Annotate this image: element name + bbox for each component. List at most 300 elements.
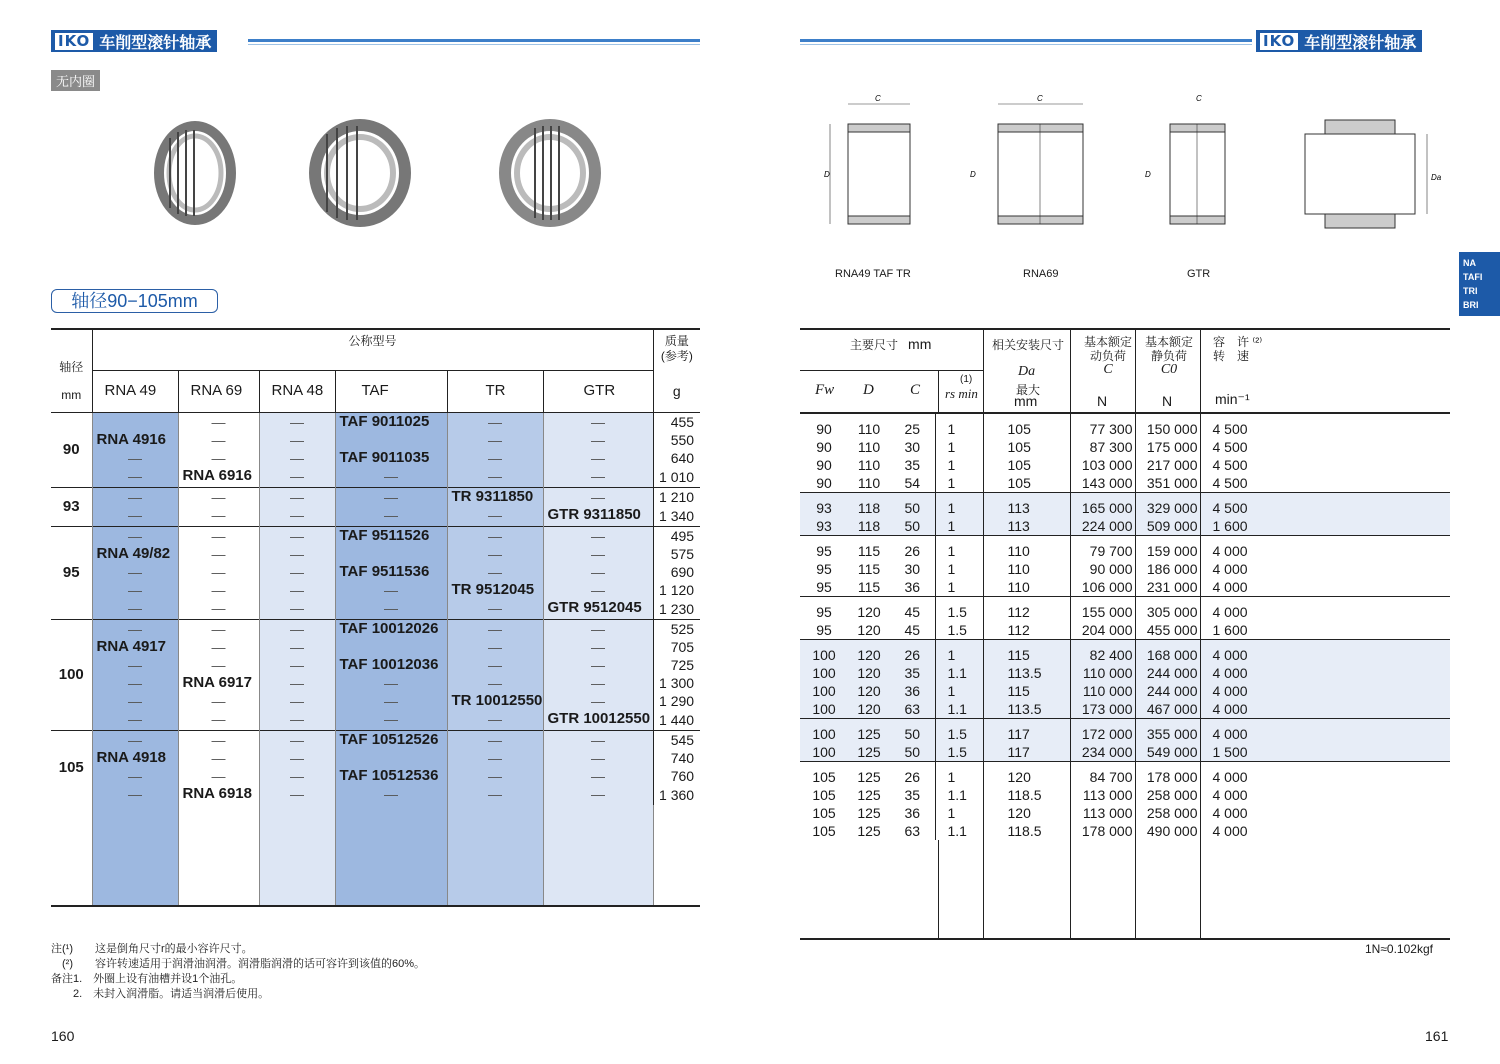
empty-cell: —	[447, 785, 543, 805]
spec-row	[800, 414, 1450, 438]
model-cell	[335, 431, 447, 449]
empty-cell: —	[259, 638, 335, 656]
empty-cell: —	[178, 412, 259, 431]
footnote: (²) 容许转速适用于润滑油润滑。润滑脂润滑的话可容许到该值的60%。	[51, 958, 426, 970]
spec-cell: 1	[935, 536, 983, 561]
table-row	[51, 785, 700, 805]
table-row	[51, 449, 700, 467]
empty-cell: —	[178, 599, 259, 620]
spec-cell: 1	[935, 804, 983, 822]
empty-cell: —	[543, 638, 653, 656]
spec-row	[800, 804, 1450, 822]
empty-cell: —	[259, 710, 335, 731]
mass-cell: 545	[653, 730, 700, 749]
model-cell: TAF 9511536	[335, 563, 447, 581]
spec-cell: 1	[935, 682, 983, 700]
table-row	[51, 487, 700, 506]
model-cell: TAF 9011025	[335, 412, 447, 431]
rpm-unit: min⁻¹	[1215, 391, 1250, 407]
table-row	[51, 581, 700, 599]
spec-cell: 186 000	[1135, 560, 1200, 578]
spec-cell: 1.5	[935, 597, 983, 622]
spec-cell: 105	[812, 787, 836, 803]
table-row	[51, 545, 700, 563]
empty-cell: —	[92, 730, 178, 749]
drawing-mounting	[1295, 100, 1445, 250]
empty-cell: —	[92, 467, 178, 488]
spec-cell: 105	[983, 414, 1070, 438]
spec-cell: 120	[857, 665, 881, 681]
fw-header: Fw	[815, 382, 835, 398]
model-cell	[92, 412, 178, 431]
mass-ref: (参考)	[660, 349, 693, 363]
spec-cell: 115	[983, 682, 1070, 700]
mass-header: 质量	[664, 334, 689, 348]
empty-cell: —	[543, 487, 653, 506]
empty-cell: —	[259, 506, 335, 527]
spec-cell: 30	[904, 561, 921, 577]
empty-cell: —	[178, 749, 259, 767]
model-cell: RNA 4917	[92, 638, 178, 656]
drawing-gtr	[1140, 92, 1260, 242]
empty-cell: —	[447, 506, 543, 527]
empty-cell: —	[92, 674, 178, 692]
mass-cell: 525	[653, 619, 700, 638]
spec-cell: 45	[904, 622, 921, 638]
empty-cell: —	[447, 749, 543, 767]
model-cell	[335, 638, 447, 656]
table-row	[51, 526, 700, 545]
rs-note: (1)	[960, 374, 973, 385]
model-cell: TR 9512045	[447, 581, 543, 599]
spec-cell: 87 300	[1070, 438, 1135, 456]
model-cell: RNA 4916	[92, 431, 178, 449]
spec-cell: 82 400	[1070, 640, 1135, 665]
spec-cell: 100	[800, 640, 848, 665]
spec-cell: 4 000	[1200, 786, 1450, 804]
empty-cell: —	[92, 656, 178, 674]
spec-cell: 93	[800, 493, 848, 518]
spec-cell: 54	[904, 475, 921, 491]
spec-cell: 224 000	[1070, 517, 1135, 536]
svg-text:D: D	[970, 170, 976, 179]
brand-header-left	[51, 30, 217, 52]
spec-cell: 1	[935, 517, 983, 536]
spec-cell: 1 600	[1200, 517, 1450, 536]
empty-cell: —	[543, 730, 653, 749]
spec-cell: 110	[983, 560, 1070, 578]
empty-cell: —	[259, 599, 335, 620]
spec-cell: 244 000	[1135, 682, 1200, 700]
empty-cell: —	[543, 767, 653, 785]
spec-cell: 4 500	[1200, 456, 1450, 474]
spec-cell: 4 000	[1200, 640, 1450, 665]
empty-cell: —	[543, 581, 653, 599]
mass-cell: 1 440	[653, 710, 700, 731]
model-cell: RNA 49/82	[92, 545, 178, 563]
spec-cell: 120	[857, 622, 881, 638]
spec-cell: 355 000	[1135, 719, 1200, 744]
empty-cell: —	[543, 449, 653, 467]
spec-cell: 112	[983, 597, 1070, 622]
spec-cell: 95	[816, 579, 832, 595]
spec-cell: 90	[816, 475, 832, 491]
spec-cell: 26	[890, 762, 935, 787]
shaft-header: 轴径	[59, 359, 84, 374]
empty-cell: —	[335, 599, 447, 620]
spec-cell: 231 000	[1135, 578, 1200, 597]
spec-cell: 113.5	[983, 664, 1070, 682]
model-cell: TAF 10512536	[335, 767, 447, 785]
spec-cell: 150 000	[1135, 414, 1200, 438]
empty-cell: —	[447, 730, 543, 749]
spec-cell: 110 000	[1070, 664, 1135, 682]
empty-cell: —	[178, 506, 259, 527]
spec-cell: 36	[904, 579, 921, 595]
spec-cell: 100	[812, 744, 836, 760]
mass-cell: 1 360	[653, 785, 700, 805]
spec-cell: 1	[935, 474, 983, 493]
side-tab-item: BRI	[1463, 300, 1479, 310]
spec-cell: 115	[857, 561, 881, 577]
empty-cell: —	[178, 730, 259, 749]
spec-cell: 258 000	[1135, 804, 1200, 822]
spec-cell: 50	[890, 719, 935, 744]
spec-cell: 110	[983, 578, 1070, 597]
empty-cell: —	[447, 656, 543, 674]
spec-row	[800, 682, 1450, 700]
empty-cell: —	[447, 563, 543, 581]
spec-row	[800, 536, 1450, 561]
mass-cell: 495	[653, 526, 700, 545]
spec-row	[800, 578, 1450, 597]
spec-cell: 84 700	[1070, 762, 1135, 787]
spec-row	[800, 493, 1450, 518]
empty-cell: —	[259, 674, 335, 692]
table-row	[51, 749, 700, 767]
brand-header-right	[1256, 30, 1422, 52]
empty-cell: —	[92, 506, 178, 527]
speed-header: 容 许 ⁽²⁾ 转 速	[1213, 335, 1263, 363]
header-rule-right-thin	[800, 44, 1252, 45]
empty-cell: —	[178, 487, 259, 506]
spec-cell: 4 000	[1200, 700, 1450, 719]
spec-cell: 120	[857, 701, 881, 717]
empty-cell: —	[447, 526, 543, 545]
empty-cell: —	[259, 431, 335, 449]
side-index-tab[interactable]	[1459, 252, 1500, 316]
spec-cell: 120	[848, 597, 890, 622]
spec-cell: 172 000	[1070, 719, 1135, 744]
empty-cell: —	[178, 563, 259, 581]
empty-cell: —	[92, 581, 178, 599]
spec-cell: 204 000	[1070, 621, 1135, 640]
static-load-header: 基本额定 静负荷 C0	[1144, 335, 1193, 377]
table-row	[51, 619, 700, 638]
svg-text:C: C	[1037, 94, 1043, 103]
table-header	[51, 330, 700, 412]
spec-cell: 120	[983, 762, 1070, 787]
spec-row	[800, 700, 1450, 719]
spec-cell: 45	[890, 597, 935, 622]
shaft-cell: 95	[51, 526, 92, 619]
mass-cell: 1 230	[653, 599, 700, 620]
empty-cell: —	[259, 749, 335, 767]
spec-cell: 106 000	[1070, 578, 1135, 597]
empty-cell: —	[259, 656, 335, 674]
page-number-left: 160	[51, 1028, 75, 1044]
da-max-header: 最大	[1016, 383, 1041, 397]
spec-table	[800, 414, 1450, 840]
drawing-label: GTR	[1187, 268, 1211, 280]
spec-cell: 4 000	[1200, 682, 1450, 700]
empty-cell: —	[92, 487, 178, 506]
spec-cell: 1.1	[935, 822, 983, 840]
empty-cell: —	[259, 619, 335, 638]
left-table-wrap	[51, 328, 700, 907]
d-header: D	[863, 382, 874, 398]
spec-row	[800, 560, 1450, 578]
series-header-5: GTR	[543, 370, 653, 412]
series-header-4: TR	[447, 370, 543, 412]
spec-cell: 143 000	[1070, 474, 1135, 493]
spec-cell: 105	[983, 456, 1070, 474]
model-cell: GTR 10012550	[543, 710, 653, 731]
empty-cell: —	[335, 487, 447, 506]
spec-cell: 105	[983, 474, 1070, 493]
spec-cell: 93	[816, 518, 832, 534]
da-header: Da	[1018, 364, 1036, 379]
iko-logo: IKO	[1260, 33, 1298, 50]
spec-cell: 1.5	[935, 621, 983, 640]
model-cell: TAF 9511526	[335, 526, 447, 545]
empty-cell: —	[259, 526, 335, 545]
empty-cell: —	[92, 785, 178, 805]
spec-cell: 4 500	[1200, 474, 1450, 493]
spec-cell: 100	[812, 683, 836, 699]
empty-cell: —	[543, 412, 653, 431]
table-row	[51, 692, 700, 710]
bearing-photo-2	[305, 118, 415, 228]
spec-cell: 125	[857, 823, 881, 839]
mass-cell: 1 210	[653, 487, 700, 506]
empty-cell: —	[259, 785, 335, 805]
spec-cell: 103 000	[1070, 456, 1135, 474]
svg-text:D: D	[824, 170, 830, 179]
dynamic-load-header: 基本额定 动负荷 C	[1083, 335, 1132, 377]
spec-cell: 509 000	[1135, 517, 1200, 536]
main-dims-header: 主要尺寸 mm	[850, 336, 932, 352]
spec-cell: 110 000	[1070, 682, 1135, 700]
spec-cell: 100	[812, 701, 836, 717]
spec-cell: 105	[812, 805, 836, 821]
spec-cell: 30	[904, 439, 921, 455]
empty-cell: —	[178, 619, 259, 638]
mass-cell: 760	[653, 767, 700, 785]
series-header-0: RNA 49	[92, 370, 178, 412]
spec-cell: 1.1	[935, 664, 983, 682]
spec-cell: 50	[890, 493, 935, 518]
spec-cell: 1.5	[935, 719, 983, 744]
table-row	[51, 656, 700, 674]
footnote: 备注1. 外圈上设有油槽并设1个油孔。	[51, 973, 243, 985]
model-cell: TR 10012550	[447, 692, 543, 710]
spec-cell: 90	[816, 421, 832, 437]
svg-text:C: C	[875, 94, 881, 103]
spec-cell: 351 000	[1135, 474, 1200, 493]
spec-cell: 110	[857, 457, 881, 473]
svg-text:D: D	[1145, 170, 1151, 179]
empty-cell: —	[543, 785, 653, 805]
empty-cell: —	[447, 449, 543, 467]
brand-title: 车削型滚针轴承	[1304, 34, 1417, 52]
model-cell: GTR 9311850	[543, 506, 653, 527]
empty-cell: —	[335, 581, 447, 599]
empty-cell: —	[259, 412, 335, 431]
spec-cell: 217 000	[1135, 456, 1200, 474]
empty-cell: —	[335, 785, 447, 805]
header-rule-left	[248, 39, 700, 42]
empty-cell: —	[447, 412, 543, 431]
header-rule-left-thin	[248, 44, 700, 45]
spec-cell: 173 000	[1070, 700, 1135, 719]
empty-cell: —	[447, 619, 543, 638]
empty-cell: —	[92, 619, 178, 638]
spec-cell: 110	[857, 421, 881, 437]
spec-cell: 178 000	[1070, 822, 1135, 840]
spec-cell: 4 000	[1200, 804, 1450, 822]
spec-cell: 113	[983, 493, 1070, 518]
model-cell: TAF 9011035	[335, 449, 447, 467]
empty-cell: —	[178, 767, 259, 785]
spec-cell: 4 000	[1200, 597, 1450, 622]
spec-cell: 4 000	[1200, 719, 1450, 744]
spec-cell: 113 000	[1070, 804, 1135, 822]
empty-cell: —	[447, 599, 543, 620]
empty-cell: —	[178, 581, 259, 599]
spec-cell: 178 000	[1135, 762, 1200, 787]
model-cell	[335, 545, 447, 563]
n-unit-1: N	[1097, 393, 1108, 409]
spec-row	[800, 438, 1450, 456]
spec-cell: 77 300	[1070, 414, 1135, 438]
empty-cell: —	[447, 638, 543, 656]
mass-cell: 1 120	[653, 581, 700, 599]
side-tab-item: TRI	[1463, 286, 1478, 296]
spec-cell: 4 000	[1200, 560, 1450, 578]
drawing-rna69	[965, 92, 1105, 242]
empty-cell: —	[92, 692, 178, 710]
mass-cell: 550	[653, 431, 700, 449]
spec-cell: 1	[935, 414, 983, 438]
spec-cell: 125	[848, 719, 890, 744]
model-cell	[335, 749, 447, 767]
model-cell: TR 9311850	[447, 487, 543, 506]
spec-cell: 1	[935, 640, 983, 665]
drawing-label: RNA69	[1023, 268, 1059, 280]
header-rule-right	[800, 39, 1252, 42]
spec-cell: 35	[904, 457, 921, 473]
empty-cell: —	[178, 431, 259, 449]
spec-row	[800, 743, 1450, 762]
mass-cell: 575	[653, 545, 700, 563]
series-header-1: RNA 69	[178, 370, 259, 412]
spec-cell: 329 000	[1135, 493, 1200, 518]
model-cell: TAF 10012026	[335, 619, 447, 638]
spec-cell: 4 500	[1200, 493, 1450, 518]
spec-cell: 1.5	[935, 743, 983, 762]
mass-cell: 705	[653, 638, 700, 656]
table-row	[51, 467, 700, 488]
mass-cell: 1 010	[653, 467, 700, 488]
footnotes	[51, 942, 425, 1002]
spec-cell: 549 000	[1135, 743, 1200, 762]
spec-cell: 90 000	[1070, 560, 1135, 578]
model-cell: RNA 4918	[92, 749, 178, 767]
shaft-cell: 93	[51, 487, 92, 526]
empty-cell: —	[259, 767, 335, 785]
footnote: 2. 未封入润滑脂。请适当润滑后使用。	[51, 988, 270, 1000]
empty-cell: —	[178, 638, 259, 656]
series-header-2: RNA 48	[259, 370, 335, 412]
empty-cell: —	[92, 599, 178, 620]
model-cell: RNA 6916	[178, 467, 259, 488]
spec-table-header	[800, 330, 1450, 412]
spec-cell: 118	[857, 518, 881, 534]
spec-cell: 90	[816, 439, 832, 455]
spec-cell: 25	[904, 421, 921, 437]
page-number-right: 161	[1425, 1028, 1449, 1044]
spec-cell: 1 600	[1200, 621, 1450, 640]
spec-cell: 90	[816, 457, 832, 473]
empty-cell: —	[178, 692, 259, 710]
mass-unit: g	[672, 383, 681, 399]
spec-cell: 110	[983, 536, 1070, 561]
empty-cell: —	[335, 710, 447, 731]
spec-cell: 305 000	[1135, 597, 1200, 622]
table-row	[51, 506, 700, 527]
spec-cell: 125	[857, 744, 881, 760]
nominal-header: 公称型号	[348, 334, 397, 348]
empty-cell: —	[259, 563, 335, 581]
shaft-range-label: 轴径90−105mm	[51, 289, 218, 313]
spec-cell: 258 000	[1135, 786, 1200, 804]
mass-cell: 690	[653, 563, 700, 581]
spec-row	[800, 664, 1450, 682]
rs-header: rs min	[945, 386, 978, 401]
empty-cell: —	[543, 431, 653, 449]
spec-cell: 115	[848, 536, 890, 561]
spec-cell: 118.5	[983, 786, 1070, 804]
table-row	[51, 710, 700, 731]
empty-cell: —	[259, 545, 335, 563]
empty-cell: —	[92, 449, 178, 467]
spec-cell: 1	[935, 578, 983, 597]
spec-cell: 35	[904, 665, 921, 681]
spec-cell: 117	[983, 743, 1070, 762]
mass-cell: 740	[653, 749, 700, 767]
spec-row	[800, 517, 1450, 536]
spec-cell: 1.1	[935, 700, 983, 719]
empty-cell: —	[178, 526, 259, 545]
spec-cell: 113 000	[1070, 786, 1135, 804]
empty-cell: —	[335, 692, 447, 710]
empty-cell: —	[543, 467, 653, 488]
spec-cell: 100	[800, 719, 848, 744]
spec-cell: 1	[935, 493, 983, 518]
empty-cell: —	[92, 710, 178, 731]
empty-cell: —	[335, 467, 447, 488]
